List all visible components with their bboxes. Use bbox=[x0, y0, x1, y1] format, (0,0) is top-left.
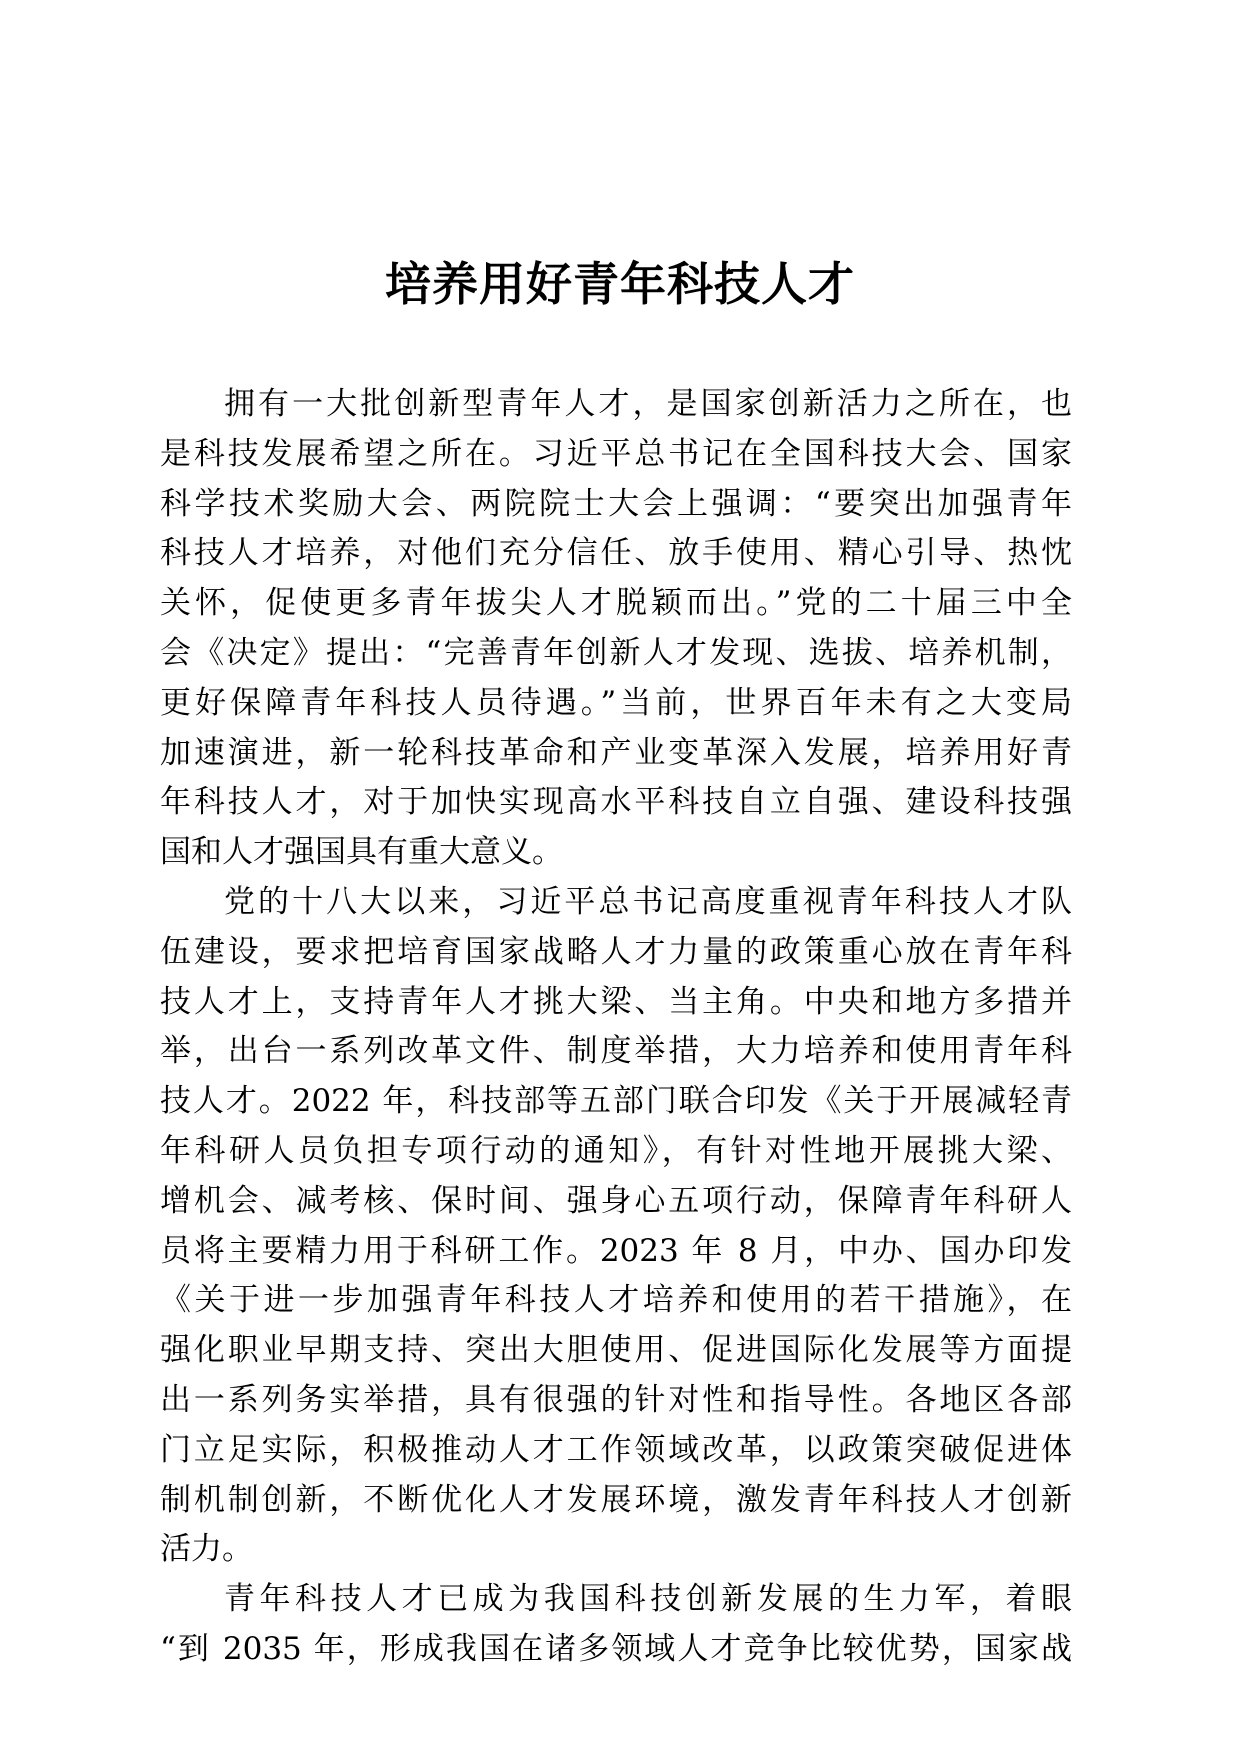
text-line: 更好保障青年科技人员待遇。”当前，世界百年未有之大变局 bbox=[160, 684, 1072, 721]
text-line: 出一系列务实举措，具有很强的针对性和指导性。各地区各部 bbox=[160, 1381, 1072, 1418]
text-line: 《关于进一步加强青年科技人才培养和使用的若干措施》，在 bbox=[160, 1282, 1072, 1319]
text-line: 技人才。2022 年，科技部等五部门联合印发《关于开展减轻青 bbox=[160, 1083, 1072, 1120]
text-line: 员将主要精力用于科研工作。2023 年 8 月，中办、国办印发 bbox=[160, 1232, 1072, 1269]
text-line: 青年科技人才已成为我国科技创新发展的生力军，着眼 bbox=[224, 1581, 1072, 1618]
text-line: 科学技术奖励大会、两院院士大会上强调：“要突出加强青年 bbox=[160, 485, 1072, 522]
text-line: 制机制创新，不断优化人才发展环境，激发青年科技人才创新 bbox=[160, 1481, 1072, 1518]
text-line: 伍建设，要求把培育国家战略人才力量的政策重心放在青年科 bbox=[160, 933, 1072, 970]
text-line: 拥有一大批创新型青年人才，是国家创新活力之所在，也 bbox=[224, 386, 1072, 422]
text-line: 国和人才强国具有重大意义。 bbox=[160, 834, 563, 871]
text-line: 门立足实际，积极推动人才工作领域改革，以政策突破促进体 bbox=[160, 1431, 1072, 1468]
text-line: 关怀，促使更多青年拔尖人才脱颖而出。”党的二十届三中全 bbox=[160, 585, 1072, 622]
text-line: 是科技发展希望之所在。习近平总书记在全国科技大会、国家 bbox=[160, 435, 1072, 472]
text-line: 科技人才培养，对他们充分信任、放手使用、精心引导、热忱 bbox=[160, 535, 1072, 572]
text-line: 举，出台一系列改革文件、制度举措，大力培养和使用青年科 bbox=[160, 1033, 1072, 1070]
text-line: 加速演进，新一轮科技革命和产业变革深入发展，培养用好青 bbox=[160, 734, 1072, 771]
page-title: 培养用好青年科技人才 bbox=[385, 257, 855, 311]
text-line: 活力。 bbox=[160, 1531, 253, 1568]
text-line: 技人才上，支持青年人才挑大梁、当主角。中央和地方多措并 bbox=[160, 983, 1072, 1020]
text-line: 年科技人才，对于加快实现高水平科技自立自强、建设科技强 bbox=[160, 784, 1072, 821]
text-line: 会《决定》提出：“完善青年创新人才发现、选拔、培养机制， bbox=[160, 634, 1072, 671]
text-line: 年科研人员负担专项行动的通知》，有针对性地开展挑大梁、 bbox=[160, 1132, 1072, 1169]
text-line: 党的十八大以来，习近平总书记高度重视青年科技人才队 bbox=[224, 883, 1072, 920]
text-line: 强化职业早期支持、突出大胆使用、促进国际化发展等方面提 bbox=[160, 1332, 1072, 1369]
document-body bbox=[160, 380, 1072, 1675]
text-line: “到 2035 年，形成我国在诸多领域人才竞争比较优势，国家战 bbox=[160, 1630, 1072, 1667]
text-line: 增机会、减考核、保时间、强身心五项行动，保障青年科研人 bbox=[160, 1182, 1072, 1219]
